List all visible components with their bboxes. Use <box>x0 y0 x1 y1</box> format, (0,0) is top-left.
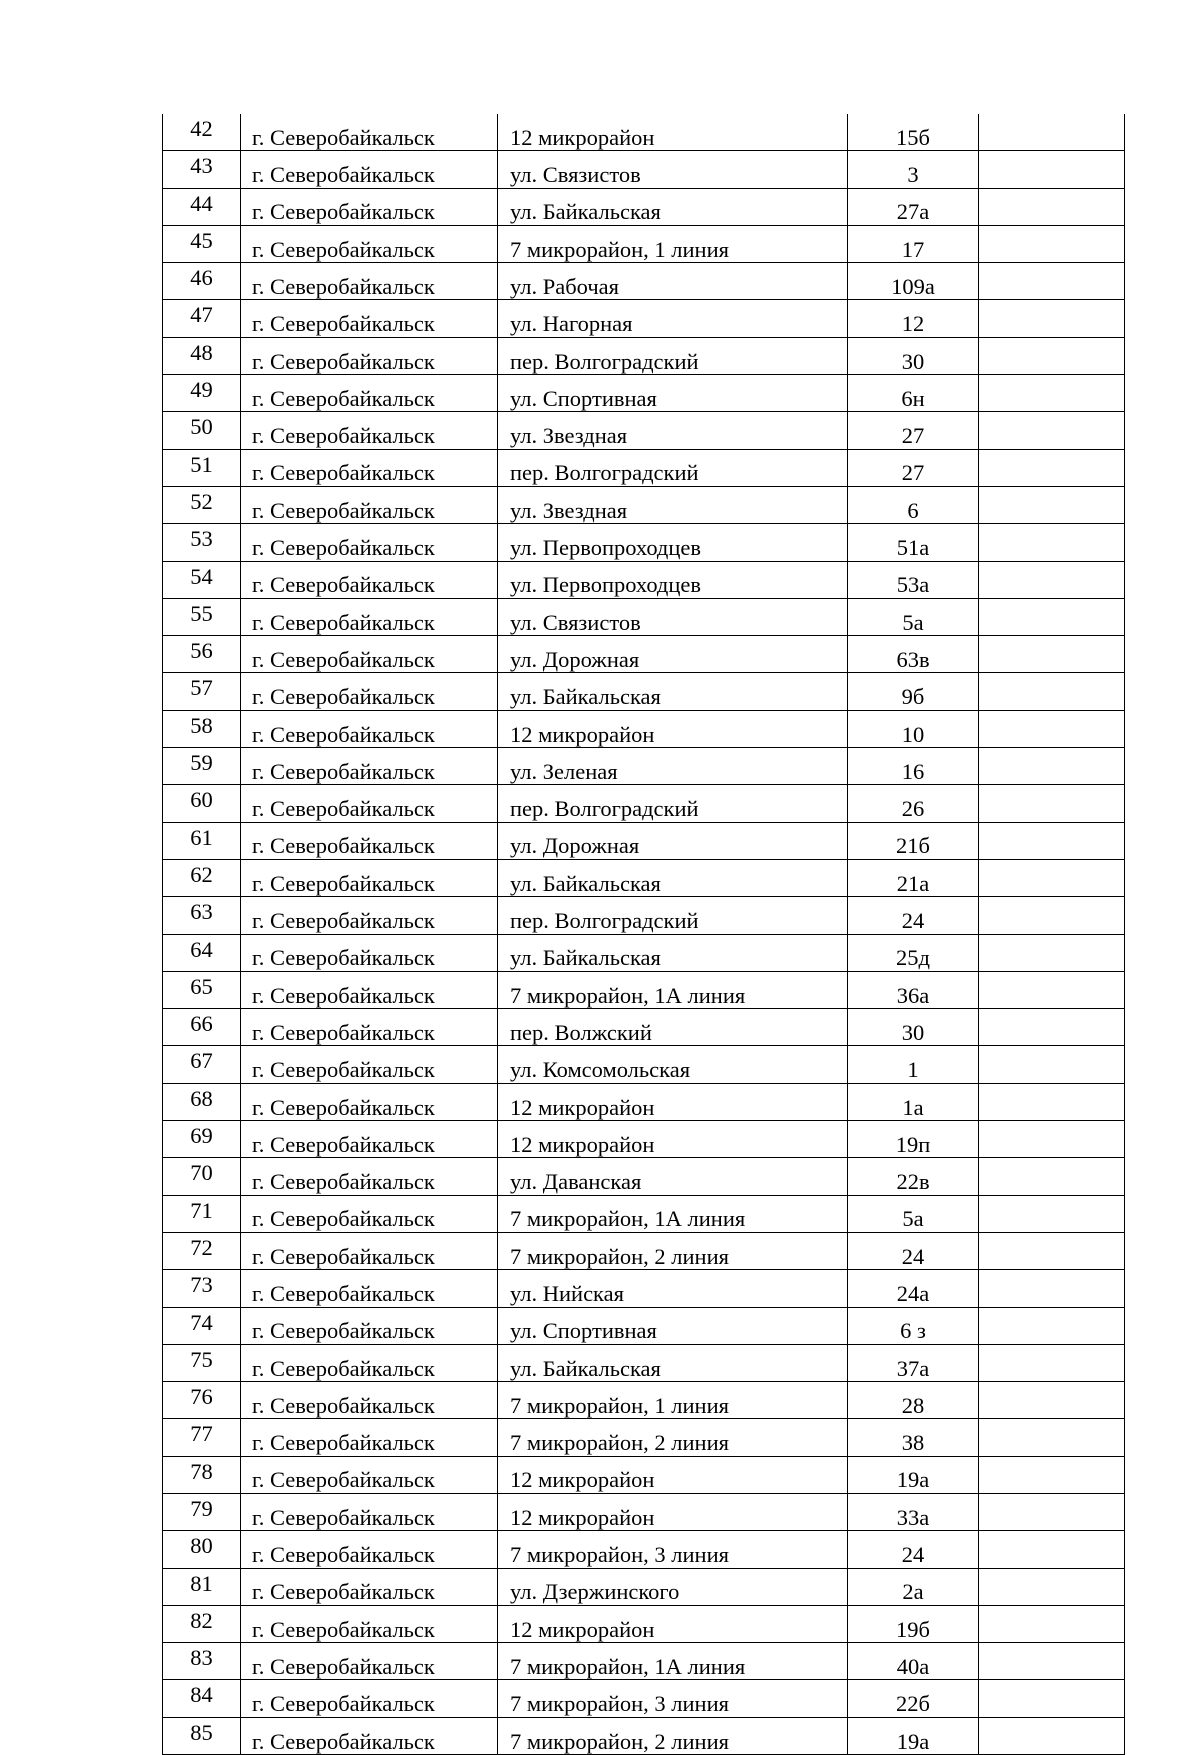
house-number-cell: 5а <box>848 1195 979 1232</box>
row-number-cell: 51 <box>163 449 241 486</box>
street-cell: ул. Даванская <box>498 1158 848 1195</box>
house-number-cell: 22б <box>848 1680 979 1717</box>
empty-cell <box>979 412 1125 449</box>
row-number-cell: 81 <box>163 1568 241 1605</box>
street-cell: ул. Байкальская <box>498 188 848 225</box>
city-cell: г. Северобайкальск <box>241 1382 498 1419</box>
row-number-cell: 65 <box>163 971 241 1008</box>
city-cell: г. Северобайкальск <box>241 1307 498 1344</box>
city-cell: г. Северобайкальск <box>241 1046 498 1083</box>
street-cell: ул. Нагорная <box>498 300 848 337</box>
table-row <box>163 1046 1125 1083</box>
row-number-cell: 73 <box>163 1270 241 1307</box>
table-row <box>163 1493 1125 1530</box>
table-row <box>163 188 1125 225</box>
row-number-cell: 48 <box>163 337 241 374</box>
table-row <box>163 748 1125 785</box>
city-cell: г. Северобайкальск <box>241 337 498 374</box>
city-cell: г. Северобайкальск <box>241 114 498 151</box>
row-number-cell: 74 <box>163 1307 241 1344</box>
row-number-cell: 47 <box>163 300 241 337</box>
house-number-cell: 21б <box>848 822 979 859</box>
row-number-cell: 79 <box>163 1493 241 1530</box>
empty-cell <box>979 449 1125 486</box>
street-cell: ул. Комсомольская <box>498 1046 848 1083</box>
house-number-cell: 27 <box>848 449 979 486</box>
street-cell: ул. Дорожная <box>498 636 848 673</box>
table-row <box>163 934 1125 971</box>
empty-cell <box>979 300 1125 337</box>
row-number-cell: 71 <box>163 1195 241 1232</box>
empty-cell <box>979 710 1125 747</box>
empty-cell <box>979 337 1125 374</box>
row-number-cell: 45 <box>163 225 241 262</box>
street-cell: пер. Волгоградский <box>498 449 848 486</box>
city-cell: г. Северобайкальск <box>241 524 498 561</box>
city-cell: г. Северобайкальск <box>241 561 498 598</box>
house-number-cell: 1 <box>848 1046 979 1083</box>
street-cell: 12 микрорайон <box>498 114 848 151</box>
table-row <box>163 1419 1125 1456</box>
street-cell: ул. Зеленая <box>498 748 848 785</box>
house-number-cell: 36а <box>848 971 979 1008</box>
city-cell: г. Северобайкальск <box>241 971 498 1008</box>
row-number-cell: 63 <box>163 897 241 934</box>
house-number-cell: 24а <box>848 1270 979 1307</box>
empty-cell <box>979 225 1125 262</box>
street-cell: 7 микрорайон, 2 линия <box>498 1717 848 1754</box>
empty-cell <box>979 114 1125 151</box>
empty-cell <box>979 1083 1125 1120</box>
street-cell: ул. Дзержинского <box>498 1568 848 1605</box>
table-row <box>163 486 1125 523</box>
house-number-cell: 19а <box>848 1456 979 1493</box>
house-number-cell: 21а <box>848 859 979 896</box>
row-number-cell: 54 <box>163 561 241 598</box>
table-row <box>163 1270 1125 1307</box>
table-row <box>163 1083 1125 1120</box>
house-number-cell: 51а <box>848 524 979 561</box>
empty-cell <box>979 859 1125 896</box>
street-cell: ул. Связистов <box>498 598 848 635</box>
street-cell: пер. Волгоградский <box>498 897 848 934</box>
house-number-cell: 37а <box>848 1344 979 1381</box>
street-cell: 7 микрорайон, 1 линия <box>498 1382 848 1419</box>
city-cell: г. Северобайкальск <box>241 188 498 225</box>
house-number-cell: 24 <box>848 1232 979 1269</box>
house-number-cell: 27 <box>848 412 979 449</box>
city-cell: г. Северобайкальск <box>241 859 498 896</box>
house-number-cell: 15б <box>848 114 979 151</box>
house-number-cell: 26 <box>848 785 979 822</box>
empty-cell <box>979 524 1125 561</box>
house-number-cell: 19а <box>848 1717 979 1754</box>
table-row <box>163 1232 1125 1269</box>
row-number-cell: 57 <box>163 673 241 710</box>
city-cell: г. Северобайкальск <box>241 598 498 635</box>
city-cell: г. Северобайкальск <box>241 263 498 300</box>
empty-cell <box>979 1121 1125 1158</box>
empty-cell <box>979 1680 1125 1717</box>
house-number-cell: 24 <box>848 1531 979 1568</box>
city-cell: г. Северобайкальск <box>241 1493 498 1530</box>
city-cell: г. Северобайкальск <box>241 412 498 449</box>
empty-cell <box>979 1382 1125 1419</box>
street-cell: ул. Байкальская <box>498 1344 848 1381</box>
table-row <box>163 1158 1125 1195</box>
row-number-cell: 82 <box>163 1605 241 1642</box>
city-cell: г. Северобайкальск <box>241 225 498 262</box>
row-number-cell: 75 <box>163 1344 241 1381</box>
street-cell: 7 микрорайон, 2 линия <box>498 1232 848 1269</box>
row-number-cell: 66 <box>163 1009 241 1046</box>
row-number-cell: 67 <box>163 1046 241 1083</box>
house-number-cell: 30 <box>848 337 979 374</box>
city-cell: г. Северобайкальск <box>241 1232 498 1269</box>
table-row <box>163 1643 1125 1680</box>
row-number-cell: 56 <box>163 636 241 673</box>
row-number-cell: 55 <box>163 598 241 635</box>
city-cell: г. Северобайкальск <box>241 1121 498 1158</box>
address-table <box>162 114 1125 1755</box>
empty-cell <box>979 1344 1125 1381</box>
city-cell: г. Северобайкальск <box>241 375 498 412</box>
empty-cell <box>979 1009 1125 1046</box>
table-row <box>163 1531 1125 1568</box>
empty-cell <box>979 1232 1125 1269</box>
row-number-cell: 80 <box>163 1531 241 1568</box>
empty-cell <box>979 1493 1125 1530</box>
table-row <box>163 1009 1125 1046</box>
street-cell: 12 микрорайон <box>498 1493 848 1530</box>
street-cell: ул. Байкальская <box>498 859 848 896</box>
house-number-cell: 9б <box>848 673 979 710</box>
row-number-cell: 85 <box>163 1717 241 1754</box>
table-row <box>163 1680 1125 1717</box>
house-number-cell: 63в <box>848 636 979 673</box>
house-number-cell: 10 <box>848 710 979 747</box>
street-cell: ул. Первопроходцев <box>498 561 848 598</box>
table-row <box>163 822 1125 859</box>
city-cell: г. Северобайкальск <box>241 1680 498 1717</box>
row-number-cell: 76 <box>163 1382 241 1419</box>
row-number-cell: 44 <box>163 188 241 225</box>
house-number-cell: 2а <box>848 1568 979 1605</box>
row-number-cell: 60 <box>163 785 241 822</box>
empty-cell <box>979 598 1125 635</box>
empty-cell <box>979 1419 1125 1456</box>
empty-cell <box>979 1195 1125 1232</box>
house-number-cell: 22в <box>848 1158 979 1195</box>
city-cell: г. Северобайкальск <box>241 1158 498 1195</box>
empty-cell <box>979 748 1125 785</box>
city-cell: г. Северобайкальск <box>241 1605 498 1642</box>
city-cell: г. Северобайкальск <box>241 822 498 859</box>
empty-cell <box>979 1158 1125 1195</box>
row-number-cell: 84 <box>163 1680 241 1717</box>
street-cell: 7 микрорайон, 1А линия <box>498 971 848 1008</box>
street-cell: 12 микрорайон <box>498 1605 848 1642</box>
street-cell: пер. Волгоградский <box>498 337 848 374</box>
empty-cell <box>979 971 1125 1008</box>
street-cell: 12 микрорайон <box>498 1121 848 1158</box>
table-row <box>163 375 1125 412</box>
street-cell: ул. Первопроходцев <box>498 524 848 561</box>
row-number-cell: 42 <box>163 114 241 151</box>
house-number-cell: 17 <box>848 225 979 262</box>
table-row <box>163 785 1125 822</box>
city-cell: г. Северобайкальск <box>241 486 498 523</box>
city-cell: г. Северобайкальск <box>241 1195 498 1232</box>
row-number-cell: 43 <box>163 151 241 188</box>
empty-cell <box>979 822 1125 859</box>
empty-cell <box>979 561 1125 598</box>
street-cell: ул. Спортивная <box>498 1307 848 1344</box>
empty-cell <box>979 1605 1125 1642</box>
city-cell: г. Северобайкальск <box>241 1643 498 1680</box>
row-number-cell: 62 <box>163 859 241 896</box>
empty-cell <box>979 636 1125 673</box>
city-cell: г. Северобайкальск <box>241 1531 498 1568</box>
table-row <box>163 337 1125 374</box>
city-cell: г. Северобайкальск <box>241 300 498 337</box>
empty-cell <box>979 1568 1125 1605</box>
empty-cell <box>979 1717 1125 1754</box>
row-number-cell: 83 <box>163 1643 241 1680</box>
table-row <box>163 971 1125 1008</box>
street-cell: ул. Звездная <box>498 486 848 523</box>
street-cell: 12 микрорайон <box>498 710 848 747</box>
street-cell: ул. Байкальская <box>498 673 848 710</box>
empty-cell <box>979 486 1125 523</box>
table-row <box>163 524 1125 561</box>
city-cell: г. Северобайкальск <box>241 710 498 747</box>
house-number-cell: 3 <box>848 151 979 188</box>
city-cell: г. Северобайкальск <box>241 449 498 486</box>
street-cell: 7 микрорайон, 3 линия <box>498 1531 848 1568</box>
street-cell: 7 микрорайон, 1 линия <box>498 225 848 262</box>
empty-cell <box>979 375 1125 412</box>
house-number-cell: 6 <box>848 486 979 523</box>
street-cell: 7 микрорайон, 2 линия <box>498 1419 848 1456</box>
house-number-cell: 38 <box>848 1419 979 1456</box>
house-number-cell: 109а <box>848 263 979 300</box>
city-cell: г. Северобайкальск <box>241 1344 498 1381</box>
city-cell: г. Северобайкальск <box>241 897 498 934</box>
empty-cell <box>979 263 1125 300</box>
city-cell: г. Северобайкальск <box>241 1270 498 1307</box>
street-cell: ул. Спортивная <box>498 375 848 412</box>
house-number-cell: 40а <box>848 1643 979 1680</box>
row-number-cell: 52 <box>163 486 241 523</box>
house-number-cell: 6н <box>848 375 979 412</box>
empty-cell <box>979 1307 1125 1344</box>
row-number-cell: 49 <box>163 375 241 412</box>
house-number-cell: 16 <box>848 748 979 785</box>
row-number-cell: 72 <box>163 1232 241 1269</box>
house-number-cell: 24 <box>848 897 979 934</box>
street-cell: 12 микрорайон <box>498 1083 848 1120</box>
house-number-cell: 28 <box>848 1382 979 1419</box>
street-cell: 7 микрорайон, 3 линия <box>498 1680 848 1717</box>
table-row <box>163 449 1125 486</box>
house-number-cell: 25д <box>848 934 979 971</box>
table-row <box>163 1568 1125 1605</box>
table-row <box>163 1456 1125 1493</box>
city-cell: г. Северобайкальск <box>241 1456 498 1493</box>
table-row <box>163 1382 1125 1419</box>
table-row <box>163 673 1125 710</box>
street-cell: ул. Байкальская <box>498 934 848 971</box>
row-number-cell: 58 <box>163 710 241 747</box>
city-cell: г. Северобайкальск <box>241 1419 498 1456</box>
table-row <box>163 598 1125 635</box>
table-row <box>163 1344 1125 1381</box>
empty-cell <box>979 1643 1125 1680</box>
street-cell: пер. Волгоградский <box>498 785 848 822</box>
house-number-cell: 53а <box>848 561 979 598</box>
street-cell: 7 микрорайон, 1А линия <box>498 1643 848 1680</box>
house-number-cell: 30 <box>848 1009 979 1046</box>
city-cell: г. Северобайкальск <box>241 1717 498 1754</box>
table-row <box>163 1195 1125 1232</box>
house-number-cell: 19б <box>848 1605 979 1642</box>
row-number-cell: 64 <box>163 934 241 971</box>
row-number-cell: 46 <box>163 263 241 300</box>
empty-cell <box>979 785 1125 822</box>
street-cell: пер. Волжский <box>498 1009 848 1046</box>
city-cell: г. Северобайкальск <box>241 673 498 710</box>
table-row <box>163 151 1125 188</box>
empty-cell <box>979 673 1125 710</box>
street-cell: ул. Рабочая <box>498 263 848 300</box>
street-cell: ул. Связистов <box>498 151 848 188</box>
house-number-cell: 27а <box>848 188 979 225</box>
street-cell: 7 микрорайон, 1А линия <box>498 1195 848 1232</box>
table-row <box>163 412 1125 449</box>
house-number-cell: 6 з <box>848 1307 979 1344</box>
house-number-cell: 12 <box>848 300 979 337</box>
row-number-cell: 68 <box>163 1083 241 1120</box>
row-number-cell: 69 <box>163 1121 241 1158</box>
table-row <box>163 263 1125 300</box>
city-cell: г. Северобайкальск <box>241 1083 498 1120</box>
city-cell: г. Северобайкальск <box>241 636 498 673</box>
empty-cell <box>979 1270 1125 1307</box>
empty-cell <box>979 188 1125 225</box>
address-table-body <box>163 114 1125 1755</box>
table-row <box>163 710 1125 747</box>
table-row <box>163 1605 1125 1642</box>
empty-cell <box>979 1046 1125 1083</box>
table-row <box>163 561 1125 598</box>
row-number-cell: 59 <box>163 748 241 785</box>
table-row <box>163 1717 1125 1754</box>
row-number-cell: 61 <box>163 822 241 859</box>
city-cell: г. Северобайкальск <box>241 1009 498 1046</box>
street-cell: 12 микрорайон <box>498 1456 848 1493</box>
table-row <box>163 636 1125 673</box>
city-cell: г. Северобайкальск <box>241 748 498 785</box>
empty-cell <box>979 1456 1125 1493</box>
street-cell: ул. Звездная <box>498 412 848 449</box>
house-number-cell: 1а <box>848 1083 979 1120</box>
house-number-cell: 33а <box>848 1493 979 1530</box>
table-row <box>163 225 1125 262</box>
city-cell: г. Северобайкальск <box>241 785 498 822</box>
street-cell: ул. Нийская <box>498 1270 848 1307</box>
row-number-cell: 53 <box>163 524 241 561</box>
empty-cell <box>979 934 1125 971</box>
table-row <box>163 114 1125 151</box>
table-row <box>163 1307 1125 1344</box>
table-row <box>163 1121 1125 1158</box>
empty-cell <box>979 897 1125 934</box>
row-number-cell: 50 <box>163 412 241 449</box>
table-row <box>163 897 1125 934</box>
house-number-cell: 19п <box>848 1121 979 1158</box>
table-row <box>163 859 1125 896</box>
row-number-cell: 70 <box>163 1158 241 1195</box>
street-cell: ул. Дорожная <box>498 822 848 859</box>
city-cell: г. Северобайкальск <box>241 151 498 188</box>
table-row <box>163 300 1125 337</box>
house-number-cell: 5а <box>848 598 979 635</box>
row-number-cell: 77 <box>163 1419 241 1456</box>
row-number-cell: 78 <box>163 1456 241 1493</box>
empty-cell <box>979 1531 1125 1568</box>
empty-cell <box>979 151 1125 188</box>
city-cell: г. Северобайкальск <box>241 1568 498 1605</box>
city-cell: г. Северобайкальск <box>241 934 498 971</box>
